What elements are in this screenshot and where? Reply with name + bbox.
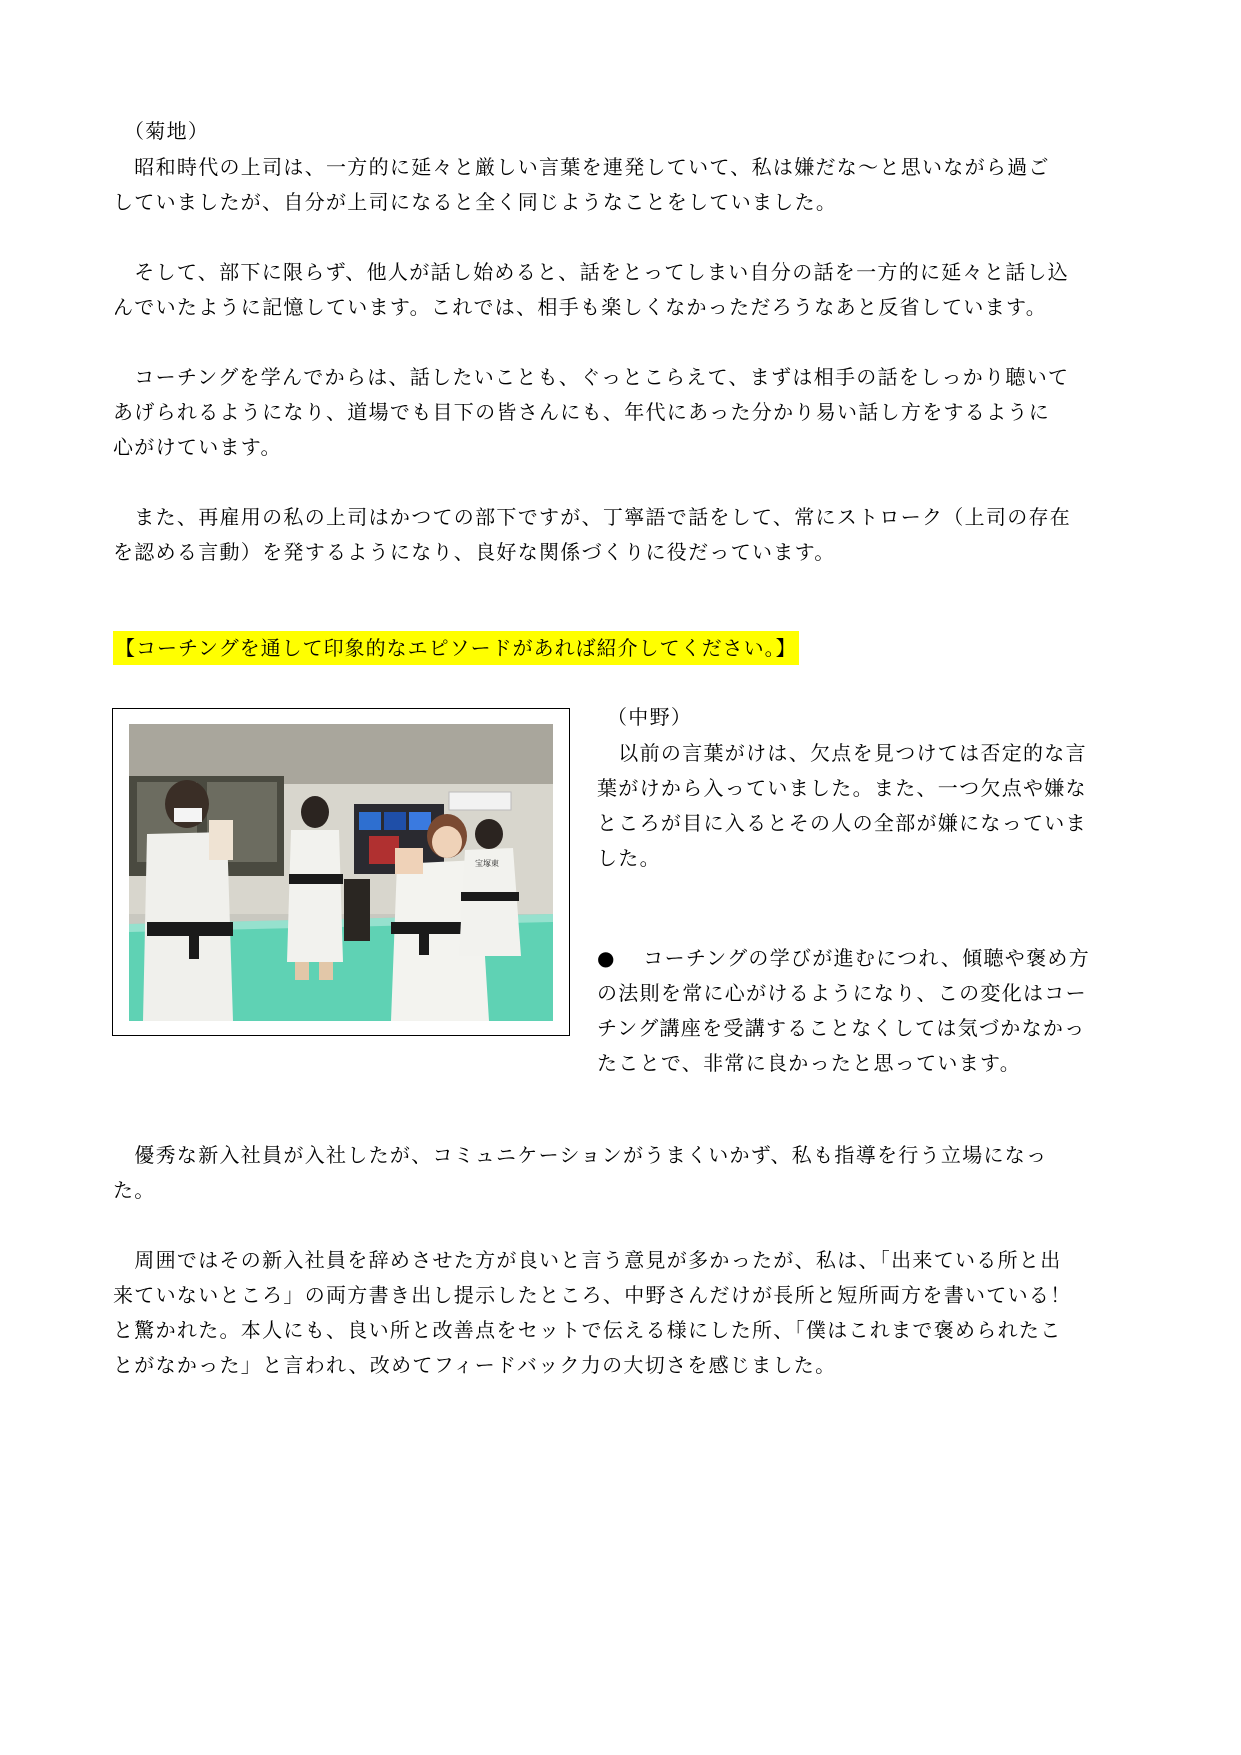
nakano-para2-line2: の法則を常に心がけるようになり、この変化はコー (597, 981, 1087, 1005)
nakano-para4-line1: 周囲ではその新入社員を辞めさせた方が良いと言う意見が多かったが、私は、「出来ている所と出 (113, 1248, 1062, 1272)
dojo-photo (129, 724, 553, 1021)
uniform-text: 宝塚東 (475, 859, 499, 868)
dojo-photo-illustration (129, 724, 553, 1021)
nakano-para2-line1: コーチングの学びが進むにつれ、傾聴や褒め方 (622, 946, 1090, 970)
nakano-para4-line3: と驚かれた。本人にも、良い所と改善点をセットで伝える様にした所、「僕はこれまで褒められたこ (113, 1318, 1062, 1342)
kikuchi-para4-line2: を認める言動）を発するようになり、良好な関係づくりに役だっています。 (113, 540, 836, 564)
nakano-para1-line3: ところが目に入るとその人の全部が嫌になっていま (597, 811, 1087, 835)
speaker-nakano: （中野） (607, 705, 693, 729)
nakano-para3-line2: た。 (113, 1178, 156, 1202)
kikuchi-para4-line1: また、再雇用の私の上司はかつての部下ですが、丁寧語で話をして、常にストローク（上司の存在 (113, 505, 1072, 529)
nakano-para3-line1: 優秀な新入社員が入社したが、コミュニケーションがうまくいかず、私も指導を行う立場になっ (113, 1143, 1048, 1167)
nakano-para1-line1: 以前の言葉がけは、欠点を見つけては否定的な言 (597, 741, 1087, 765)
kikuchi-para3-line2: あげられるようになり、道場でも目下の皆さんにも、年代にあった分かり易い話し方をするように (113, 400, 1050, 424)
nakano-para2-line3: チング講座を受講することなくしては気づかなかっ (597, 1016, 1086, 1040)
speaker-kikuchi: （菊地） (124, 119, 210, 143)
kikuchi-para3-line3: 心がけています。 (113, 435, 282, 459)
kikuchi-para1-line2: していましたが、自分が上司になると全く同じようなことをしていました。 (113, 190, 838, 214)
kikuchi-para2-line1: そして、部下に限らず、他人が話し始めると、話をとってしまい自分の話を一方的に延々と話し込 (113, 260, 1070, 284)
nakano-para4-line2: 来ていないところ」の両方書き出し提示したところ、中野さんだけが長所と短所両方を書いている！ (113, 1283, 1072, 1307)
kikuchi-para1-line1: 昭和時代の上司は、一方的に延々と厳しい言葉を連発していて、私は嫌だな～と思いながら過ご (113, 155, 1050, 179)
bullet-marker: ● (597, 946, 616, 970)
photo-frame (112, 708, 570, 1036)
nakano-para1-line4: した。 (597, 846, 661, 870)
kikuchi-para3-line1: コーチングを学んでからは、話したいことも、ぐっとこらえて、まずは相手の話をしっかり聴いて (113, 365, 1070, 389)
nakano-para4-line4: とがなかった」と言われ、改めてフィードバック力の大切さを感じました。 (113, 1353, 837, 1377)
nakano-para1-line2: 葉がけから入っていました。また、一つ欠点や嫌な (597, 776, 1087, 800)
kikuchi-para2-line2: んでいたように記憶しています。これでは、相手も楽しくなかっただろうなあと反省しています。 (113, 295, 1047, 319)
episode-heading: 【コーチングを通して印象的なエピソードがあれば紹介してください。】 (113, 631, 799, 665)
nakano-para2-line4: たことで、非常に良かったと思っています。 (597, 1051, 1021, 1075)
